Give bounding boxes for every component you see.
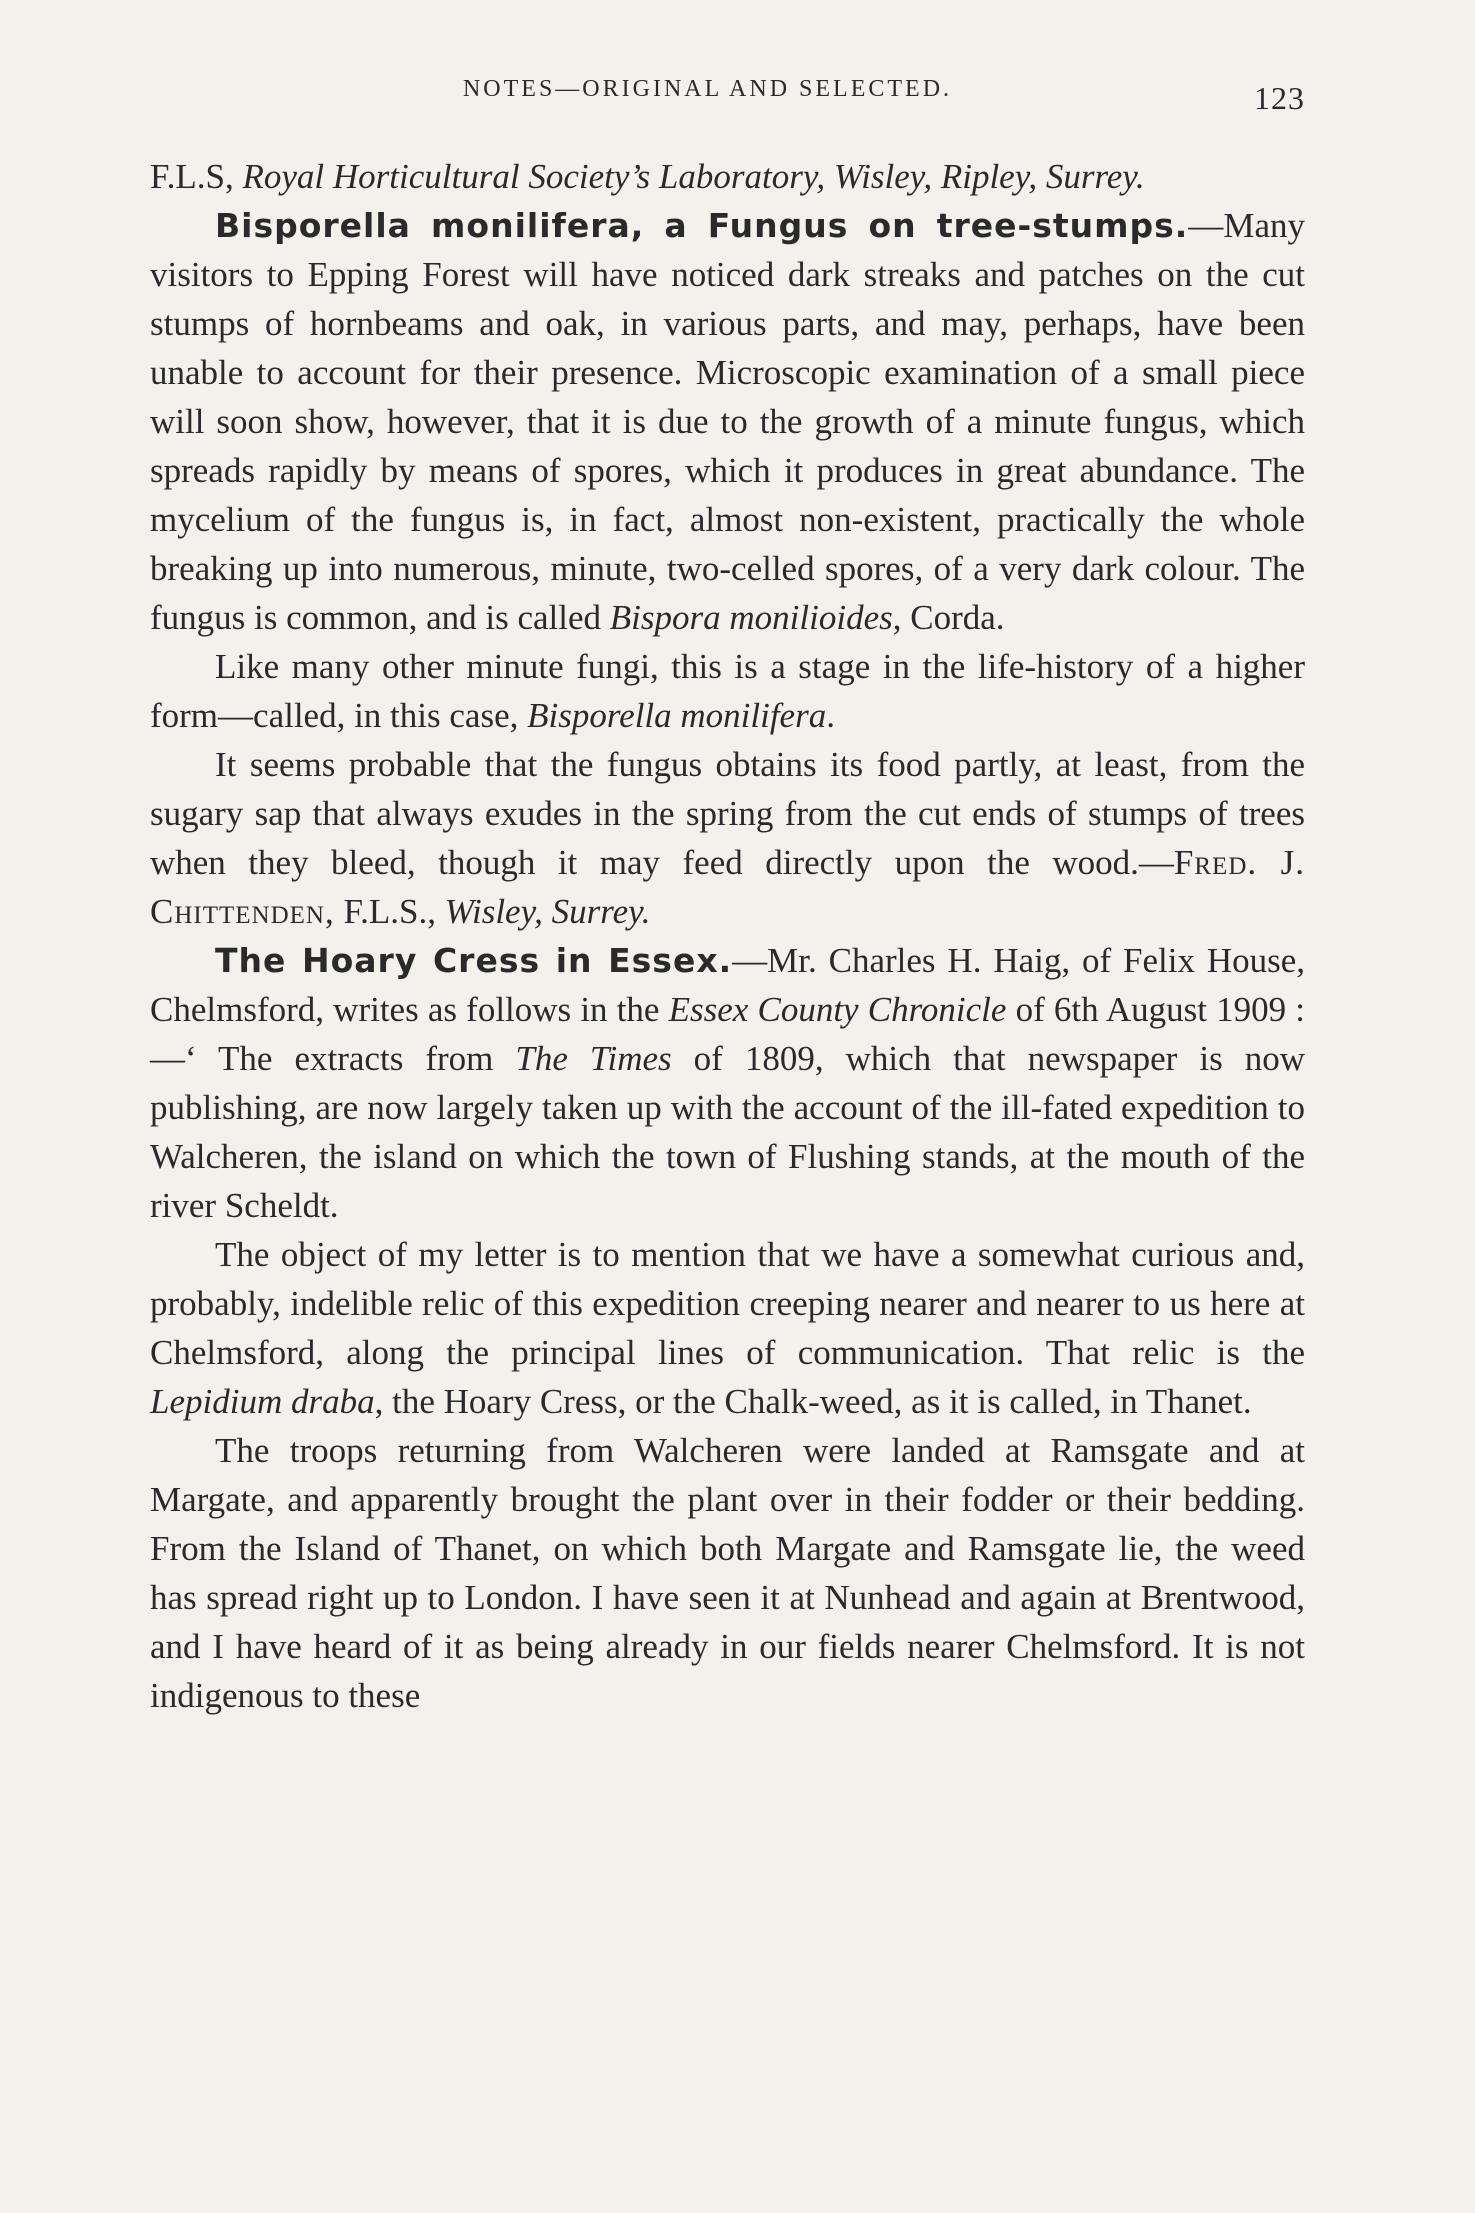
paragraph — [150, 740, 1305, 936]
article-body — [150, 152, 1305, 1720]
paragraph — [150, 642, 1305, 740]
italic-text: The Times — [515, 1039, 672, 1078]
author-name: Fred. J. Chittenden, — [150, 843, 1306, 931]
text-run: , the Hoary Cress, or the Chalk-weed, as it is called, in Thanet. — [374, 1382, 1252, 1421]
text-run: Like many other minute fungi, this is a stage in the life-history of a higher form—called, in this case, — [150, 647, 1305, 735]
text-run: of 6th August 1909 :—‘ The extracts from — [150, 990, 1305, 1078]
paragraph — [150, 1230, 1305, 1426]
paragraph-hoary-cress — [150, 936, 1305, 1230]
note-heading-bisporella: Bisporella monilifera, a Fungus on tree-stumps. — [215, 206, 1189, 245]
running-title: NOTES—ORIGINAL AND SELECTED. — [462, 76, 953, 102]
text-run: . — [826, 696, 835, 735]
text-run: It seems probable that the fungus obtains its food partly, at least, from the sugary sap that always exudes in the spring from the cut ends of stumps of trees when they bleed, though it may feed directly upon the wood.— — [150, 745, 1305, 882]
paragraph-bisporella — [150, 201, 1305, 642]
text-run: of 1809, which that newspaper is now publishing, are now largely taken up with the account of the ill-fated expedition to Walcheren, the island on which the town of Flushing stands, at the mouth of the river Scheldt. — [150, 1039, 1305, 1225]
italic-text: Bisporella monilifera — [527, 696, 827, 735]
text-run: —Mr. Charles H. Haig, of Felix House, Chelmsford, writes as follows in the — [150, 941, 1305, 1029]
running-head — [150, 68, 1305, 128]
italic-text: Bispora monilioides — [609, 598, 893, 637]
text-run: —Many visitors to Epping Forest will have noticed dark streaks and patches on the cut stumps of hornbeams and oak, in various parts, and may, perhaps, have been unable to account for their presence. Microscopic examination of a small piece will soon show, however, that it is due to the growth of a minute fungus, which spreads rapidly by means of spores, which it produces in great abundance. The mycelium of the fungus is, in fact, almost non-existent, practically the whole breaking up into numerous, minute, two-celled spores, of a very dark colour. The fungus is common, and is called — [150, 206, 1305, 637]
page — [150, 68, 1305, 1720]
text-run: F.L.S, — [150, 157, 243, 196]
page-number: 123 — [1254, 80, 1305, 116]
note-heading-hoary-cress: The Hoary Cress in Essex. — [215, 941, 733, 980]
italic-text: Essex County Chronicle — [668, 990, 1007, 1029]
italic-text: Wisley, Surrey. — [444, 892, 651, 931]
italic-text: Lepidium draba — [150, 1382, 375, 1421]
text-run: The troops returning from Walcheren were landed at Ramsgate and at Margate, and apparently brought the plant over in their fodder or their bedding. From the Island of Thanet, on which both Margate and Ramsgate lie, the weed has spread right up to London. I have seen it at Nunhead and again at Brentwood, and I have heard of it as being already in our fields nearer Chelmsford. It is not indigenous to these — [150, 1431, 1305, 1715]
italic-text: Royal Horticultural Society’s Laboratory, Wisley, Ripley, Surrey. — [242, 157, 1145, 196]
paragraph — [150, 1426, 1305, 1720]
text-run: F.L.S., — [334, 892, 445, 931]
text-run: , Corda. — [892, 598, 1005, 637]
text-run: The object of my letter is to mention that we have a somewhat curious and, probably, indelible relic of this expedition creeping nearer and nearer to us here at Chelmsford, along the principal lines of communication. That relic is the — [150, 1235, 1305, 1372]
paragraph-continuation — [150, 152, 1305, 201]
